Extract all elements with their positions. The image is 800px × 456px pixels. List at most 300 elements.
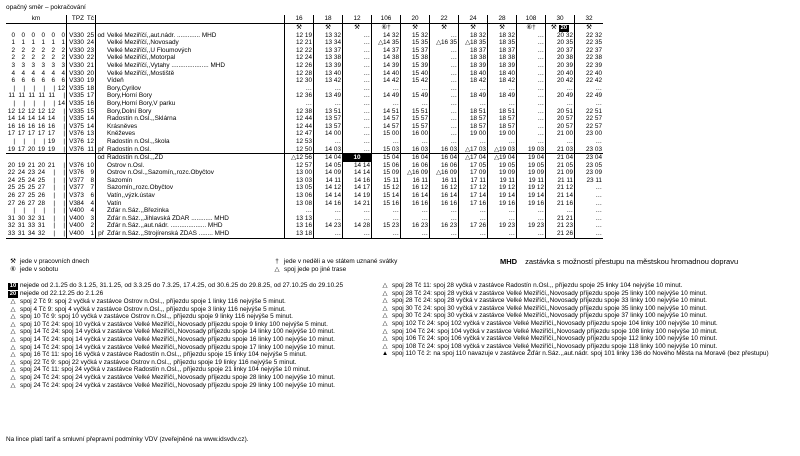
departure-time: 13 51 bbox=[314, 108, 343, 116]
trip-number: 106 bbox=[372, 15, 401, 23]
arr-dep-mark bbox=[96, 162, 107, 170]
km-value: 31 bbox=[37, 222, 45, 230]
arr-dep-mark: od bbox=[97, 154, 105, 162]
note-symbol bbox=[378, 290, 392, 298]
note-item bbox=[6, 282, 396, 290]
departure-time: … bbox=[517, 138, 546, 146]
tc-number: 14 bbox=[86, 115, 94, 123]
km-value: 33 bbox=[7, 230, 15, 238]
trip-number: 18 bbox=[314, 15, 343, 23]
km-value: 14 bbox=[27, 115, 35, 123]
km-value bbox=[16, 154, 26, 162]
departure-time: … bbox=[575, 184, 604, 192]
trip-number: 12 bbox=[343, 15, 372, 23]
note-text: spoj 24 Tč 24: spoj 24 vyčká v zastávce Velké Meziříčí,,Novosady příjezdu spoje 29 linky 100 nejvýše 10 minut. bbox=[20, 381, 335, 389]
departure-time: 15 09 bbox=[372, 169, 401, 177]
note-text: spoj 2 Tč 9: spoj 2 vyčká v zastávce Ostrov n.Osl.,, příjezdu spoje 1 linky 116 nejvýše 5 minut. bbox=[20, 298, 286, 305]
departure-time: 14 16 bbox=[314, 200, 343, 208]
table-row bbox=[6, 146, 603, 154]
departure-time: 22 42 bbox=[575, 77, 604, 85]
km-value: 31 bbox=[17, 222, 25, 230]
tpz-zone: V330 bbox=[67, 32, 86, 40]
departure-time: 22 51 bbox=[575, 108, 604, 116]
km-value: 2 bbox=[11, 46, 15, 54]
km-value: 14 bbox=[47, 115, 55, 123]
departure-time: 23 05 bbox=[575, 162, 604, 170]
arr-dep-mark bbox=[96, 108, 107, 116]
station-name: Velké Meziříčí,,Vytahy ..................... MHD bbox=[106, 62, 285, 70]
note-symbol-text: △ bbox=[10, 335, 16, 343]
km-value: 34 bbox=[27, 230, 35, 238]
departure-time: 18 40 bbox=[459, 70, 488, 78]
note-item bbox=[378, 350, 796, 358]
km-value: 12 bbox=[37, 107, 45, 115]
km-value: | bbox=[63, 161, 65, 169]
departure-time: 19 23 bbox=[517, 222, 546, 230]
notes-right bbox=[378, 282, 796, 358]
arr-dep-mark bbox=[96, 115, 107, 123]
departure-time: 18 37 bbox=[459, 47, 488, 55]
departure-time: 14 42 bbox=[372, 77, 401, 85]
departure-time: 16 06 bbox=[430, 162, 459, 170]
km-header: km bbox=[6, 15, 67, 23]
km-value: 2 bbox=[51, 46, 55, 54]
km-value: | bbox=[63, 115, 65, 123]
departure-time: 12 21 bbox=[285, 39, 314, 47]
departure-time: 12 57 bbox=[285, 162, 314, 170]
km-value: 2 bbox=[21, 54, 25, 62]
station-name: Vatín,,výzk.ústav bbox=[106, 192, 285, 200]
station-name: Bory,Horní Bory bbox=[106, 92, 285, 100]
departure-time: 19 16 bbox=[488, 200, 517, 208]
departure-time: 14 23 bbox=[314, 222, 343, 230]
note-item bbox=[6, 306, 396, 314]
departure-time: 22 37 bbox=[575, 47, 604, 55]
trip-icon bbox=[401, 23, 430, 32]
legend-weekdays: ⚒ jede v pracovních dnech bbox=[10, 258, 90, 265]
km-value: 26 bbox=[17, 199, 25, 207]
departure-time: … bbox=[546, 100, 575, 108]
note-item bbox=[6, 328, 396, 336]
trip-number: 20 bbox=[401, 15, 430, 23]
note-item bbox=[6, 359, 396, 367]
trip-icon bbox=[343, 23, 372, 32]
departure-time: 18 38 bbox=[488, 54, 517, 62]
departure-time: △17 04 bbox=[459, 154, 488, 162]
departure-time: 13 00 bbox=[285, 169, 314, 177]
km-value: 4 bbox=[31, 69, 35, 77]
km-value: 27 bbox=[37, 184, 45, 192]
departure-time: 19 09 bbox=[488, 169, 517, 177]
departure-time: … bbox=[430, 138, 459, 146]
departure-time: … bbox=[517, 108, 546, 116]
departure-time: 21 14 bbox=[546, 192, 575, 200]
note-text: spoj 14 Tč 24: spoj 14 vyčká v zastávce Velké Meziříčí,,Novosady příjezdu spoje 14 linky 100 nejvýše 10 minut. bbox=[20, 328, 335, 336]
departure-time: 18 35 bbox=[488, 39, 517, 47]
departure-time: … bbox=[343, 77, 372, 85]
km-value: 11 bbox=[8, 92, 15, 100]
note-symbol-text: △ bbox=[382, 327, 388, 335]
table-row bbox=[6, 162, 603, 170]
km-value: 4 bbox=[11, 69, 15, 77]
note-symbol bbox=[6, 336, 20, 344]
km-value: 11 bbox=[38, 92, 45, 100]
km-value: 28 bbox=[37, 199, 45, 207]
departure-time: 13 57 bbox=[314, 123, 343, 131]
km-value: 16 bbox=[7, 122, 15, 130]
km-value: 17 bbox=[47, 130, 55, 138]
table-row bbox=[6, 54, 603, 62]
km-value: 17 bbox=[17, 130, 25, 138]
tc-number: 6 bbox=[85, 192, 96, 200]
arr-dep-mark bbox=[96, 169, 107, 177]
note-symbol bbox=[378, 343, 392, 351]
direction-note: opačný směr – pokračování bbox=[6, 4, 86, 11]
departure-time: … bbox=[575, 230, 604, 238]
departure-time: 18 51 bbox=[459, 108, 488, 116]
blank bbox=[67, 23, 86, 32]
departure-time: 17 11 bbox=[459, 177, 488, 185]
note-text: spoj 24 Tč 24: spoj 24 vyčká v zastávce Velké Meziříčí,,Novosady příjezdu spoje 28 linky 100 nejvýše 10 minut. bbox=[20, 373, 335, 381]
table-row bbox=[6, 108, 603, 116]
departure-time: 19 05 bbox=[517, 162, 546, 170]
note-symbol-text: △ bbox=[382, 335, 388, 343]
departure-time: 14 51 bbox=[372, 108, 401, 116]
note-text: spoj 16 Tč 11: spoj 16 vyčká v zastávce Radostín n.Osl.,, příjezdu spoje 15 linky 104 nejvýše 5 minut. bbox=[20, 351, 307, 359]
trip-icon bbox=[575, 23, 604, 32]
departure-time: 23 00 bbox=[575, 130, 604, 138]
departure-time: △16 35 bbox=[430, 39, 459, 47]
note-symbol-text: △ bbox=[382, 282, 388, 289]
station-name: Radostín n.Osl.,,škola bbox=[106, 138, 285, 146]
departure-time: 20 32 bbox=[546, 32, 575, 40]
km-value: | bbox=[53, 214, 55, 222]
tc-number: 22 bbox=[86, 54, 94, 62]
departure-time: 21 04 bbox=[546, 154, 575, 162]
departure-time: 18 32 bbox=[488, 32, 517, 40]
km-value: | bbox=[43, 207, 45, 215]
tpz-zone: V384 bbox=[67, 200, 86, 208]
note-symbol-text: △ bbox=[10, 373, 16, 381]
departure-time: … bbox=[285, 85, 314, 93]
km-value: 24 bbox=[37, 169, 45, 177]
note-item bbox=[6, 313, 396, 321]
km-value: 25 bbox=[37, 176, 45, 184]
departure-time: 20 38 bbox=[546, 54, 575, 62]
departure-time: 12 22 bbox=[285, 47, 314, 55]
station-name: Žďár n.Sáz.,,Strojírenská ŽĎAS ........ MHD bbox=[106, 230, 285, 238]
departure-time: … bbox=[430, 130, 459, 138]
km-value: 32 bbox=[27, 214, 35, 222]
km-value: 16 bbox=[37, 122, 45, 130]
departure-time: 16 12 bbox=[430, 184, 459, 192]
departure-time: 13 13 bbox=[285, 215, 314, 223]
station-name: Bory,Cyrilov bbox=[106, 85, 285, 93]
km-value: 2 bbox=[61, 54, 65, 62]
departure-time: 21 00 bbox=[546, 130, 575, 138]
km-value: | bbox=[53, 192, 55, 200]
departure-time: … bbox=[430, 230, 459, 238]
departure-time: 13 32 bbox=[314, 32, 343, 40]
departure-time: 14 05 bbox=[314, 162, 343, 170]
departure-time: … bbox=[430, 85, 459, 93]
departure-time: 13 34 bbox=[314, 39, 343, 47]
departure-time: 15 38 bbox=[401, 54, 430, 62]
departure-time: 21 09 bbox=[546, 169, 575, 177]
km-value: 2 bbox=[61, 46, 65, 54]
km-value bbox=[36, 154, 46, 162]
departure-time: 14 11 bbox=[314, 177, 343, 185]
departure-time: 18 39 bbox=[488, 62, 517, 70]
km-value: | bbox=[63, 230, 65, 238]
departure-time: 14 39 bbox=[372, 62, 401, 70]
departure-time: 12 47 bbox=[285, 130, 314, 138]
departure-time: … bbox=[517, 47, 546, 55]
tc-number: 23 bbox=[86, 46, 94, 54]
departure-time: 18 37 bbox=[488, 47, 517, 55]
note-item bbox=[6, 336, 396, 344]
station-name: Žďár n.Sáz.,,Březinka bbox=[106, 207, 285, 215]
departure-time: … bbox=[314, 207, 343, 215]
note-text: spoj 106 Tč 24: spoj 106 vyčká v zastávce Velké Meziříčí,,Novosady příjezdu spoje 112 linky 100 nejvýše 10 minut. bbox=[392, 335, 718, 343]
km-value: 3 bbox=[61, 61, 65, 69]
note-text: nejede od 22.12.25 do 2.1.26 bbox=[20, 290, 104, 297]
km-value: 12 bbox=[27, 107, 35, 115]
km-value: | bbox=[53, 184, 55, 192]
km-value: 25 bbox=[27, 184, 35, 192]
departure-time: 19 04 bbox=[517, 154, 546, 162]
departure-time: … bbox=[459, 85, 488, 93]
blank bbox=[85, 23, 96, 32]
km-value: | bbox=[33, 84, 35, 92]
departure-time: 10 bbox=[343, 154, 372, 162]
km-value: | bbox=[13, 137, 15, 145]
departure-time: … bbox=[343, 62, 372, 70]
note-symbol bbox=[378, 305, 392, 313]
tpz-zone: V377 bbox=[67, 177, 86, 185]
departure-time: 12 50 bbox=[285, 146, 314, 154]
station-name: Ostrov n.Osl.,,Sazomín,,rozc.Obyčtov bbox=[106, 169, 285, 177]
departure-time: 19 12 bbox=[488, 184, 517, 192]
trip-icon bbox=[314, 23, 343, 32]
departure-time: … bbox=[430, 207, 459, 215]
km-value: 24 bbox=[7, 176, 15, 184]
departure-time: … bbox=[517, 54, 546, 62]
legend-other-route: △ spoj jede po jiné trase bbox=[274, 266, 347, 273]
departure-time: △14 35 bbox=[372, 39, 401, 47]
km-value: 17 bbox=[27, 130, 35, 138]
trip-number: 32 bbox=[575, 15, 604, 23]
departure-time: … bbox=[314, 215, 343, 223]
note-item bbox=[378, 328, 796, 336]
departure-time: 14 49 bbox=[372, 92, 401, 100]
table-row bbox=[6, 123, 603, 131]
table-row bbox=[6, 222, 603, 230]
departure-time: … bbox=[343, 123, 372, 131]
note-symbol-text: △ bbox=[10, 381, 16, 389]
km-value: 27 bbox=[27, 199, 35, 207]
km-value: | bbox=[63, 169, 65, 177]
timetable bbox=[6, 15, 603, 239]
arr-dep-mark bbox=[96, 85, 107, 93]
table-row bbox=[6, 184, 603, 192]
table-row bbox=[6, 130, 603, 138]
departure-time: 13 39 bbox=[314, 62, 343, 70]
tpz-zone: V400 bbox=[67, 230, 86, 238]
departure-time: 14 28 bbox=[343, 222, 372, 230]
departure-time: △17 03 bbox=[459, 146, 488, 154]
km-value: | bbox=[53, 84, 55, 92]
table-row bbox=[6, 207, 603, 215]
table-row bbox=[6, 92, 603, 100]
departure-time: 14 14 bbox=[343, 162, 372, 170]
km-value: | bbox=[63, 145, 65, 153]
note-text: spoj 28 Tč 11: spoj 28 vyčká v zastávce Radostín n.Osl.,, příjezdu spoje 25 linky 104 nejvýše 10 minut. bbox=[392, 282, 683, 289]
note-symbol-text: △ bbox=[10, 366, 16, 374]
note-item bbox=[6, 321, 396, 329]
km-value: 25 bbox=[7, 184, 15, 192]
note-symbol bbox=[6, 344, 20, 352]
km-value: 19 bbox=[37, 145, 45, 153]
departure-time: 19 09 bbox=[517, 169, 546, 177]
departure-time: … bbox=[575, 138, 604, 146]
note-item bbox=[378, 282, 796, 290]
note-text: nejede od 2.1.25 do 3.1.25, 31.1.25, od 3.3.25 do 7.3.25, 17.4.25, od 30.6.25 do 29.8.25, od 27.10.25 do 29.10.25 bbox=[20, 282, 344, 289]
departure-time: 22 38 bbox=[575, 54, 604, 62]
km-value: 6 bbox=[31, 77, 35, 85]
tc-number bbox=[85, 154, 96, 162]
note-symbol-text: △ bbox=[382, 297, 388, 305]
km-value: 21 bbox=[27, 161, 35, 169]
tc-number: 4 bbox=[85, 207, 96, 215]
station-name: Bory,Horní Bory,V parku bbox=[106, 100, 285, 108]
departure-time: 13 16 bbox=[285, 222, 314, 230]
departure-time: … bbox=[517, 77, 546, 85]
tc-number: 1 bbox=[85, 230, 96, 238]
tc-number: 12 bbox=[86, 137, 94, 145]
note-symbol bbox=[6, 306, 20, 314]
station-name: Ostrov n.Osl. bbox=[106, 162, 285, 170]
departure-time: 14 38 bbox=[372, 54, 401, 62]
km-value: 31 bbox=[37, 214, 45, 222]
departure-time: 20 39 bbox=[546, 62, 575, 70]
km-value: 6 bbox=[61, 77, 65, 85]
departure-time: … bbox=[575, 215, 604, 223]
km-value: 3 bbox=[21, 61, 25, 69]
departure-time: 13 08 bbox=[285, 200, 314, 208]
km-value: | bbox=[63, 122, 65, 130]
departure-time: … bbox=[401, 100, 430, 108]
departure-time: 20 40 bbox=[546, 70, 575, 78]
table-row bbox=[6, 169, 603, 177]
note-symbol-text: △ bbox=[10, 343, 16, 351]
departure-time: 15 14 bbox=[372, 192, 401, 200]
note-symbol-text: △ bbox=[382, 289, 388, 297]
departure-time: 12 38 bbox=[285, 108, 314, 116]
departure-time: … bbox=[343, 130, 372, 138]
departure-time: … bbox=[430, 62, 459, 70]
note-item bbox=[6, 298, 396, 306]
trip-icon bbox=[459, 23, 488, 32]
table-row bbox=[6, 230, 603, 238]
tpz-zone: V335 bbox=[67, 100, 86, 108]
arr-dep-mark: př bbox=[98, 145, 104, 153]
departure-time: 13 57 bbox=[314, 115, 343, 123]
departure-time: … bbox=[372, 230, 401, 238]
departure-time: … bbox=[517, 115, 546, 123]
departure-time: … bbox=[343, 207, 372, 215]
departure-time: 16 03 bbox=[401, 146, 430, 154]
table-row bbox=[6, 154, 603, 162]
km-value: 0 bbox=[21, 31, 25, 39]
departure-time: … bbox=[546, 85, 575, 93]
km-value: | bbox=[43, 137, 45, 145]
service-day-icon: ⚒ bbox=[412, 23, 418, 31]
departure-time: … bbox=[575, 207, 604, 215]
departure-time: … bbox=[343, 54, 372, 62]
table-row bbox=[6, 200, 603, 208]
departure-time: … bbox=[430, 100, 459, 108]
station-name: Radostín n.Osl.,,Sklárna bbox=[106, 115, 285, 123]
departure-time: … bbox=[459, 138, 488, 146]
note-text: spoj 110 Tč 2: na spoj 110 navazuje v zastávce Žďár n.Sáz.,,aut.nádr. spoj 101 linky 136 do Nového Města na Moravě (bez přestupu) bbox=[392, 350, 769, 358]
station-header bbox=[106, 15, 285, 23]
station-name: Velké Meziříčí,,Novosady bbox=[106, 39, 285, 47]
departure-time: 20 57 bbox=[546, 115, 575, 123]
departure-time: 23 11 bbox=[575, 177, 604, 185]
departure-time: 16 12 bbox=[401, 184, 430, 192]
tpz-zone: V400 bbox=[67, 222, 86, 230]
departure-time: 15 16 bbox=[372, 200, 401, 208]
station-name: Sazomín bbox=[106, 177, 285, 185]
tc-number: 10 bbox=[86, 161, 94, 169]
station-name: Vídeň bbox=[106, 77, 285, 85]
departure-time: … bbox=[517, 32, 546, 40]
note-symbol-text: △ bbox=[382, 319, 388, 327]
departure-time: 16 04 bbox=[401, 154, 430, 162]
departure-time: … bbox=[517, 92, 546, 100]
tpz-zone: V377 bbox=[67, 184, 86, 192]
departure-time: … bbox=[401, 207, 430, 215]
trip-number: 16 bbox=[285, 15, 314, 23]
departure-time: 19 11 bbox=[517, 177, 546, 185]
departure-time: 16 14 bbox=[430, 192, 459, 200]
departure-time: … bbox=[430, 108, 459, 116]
arr-dep-mark bbox=[96, 215, 107, 223]
departure-time: 18 49 bbox=[459, 92, 488, 100]
tpz-zone: V335 bbox=[67, 92, 86, 100]
km-value: 1 bbox=[51, 39, 55, 47]
departure-time: … bbox=[343, 85, 372, 93]
km-value: 17 bbox=[7, 130, 15, 138]
departure-time: … bbox=[343, 138, 372, 146]
arr-dep-mark: př bbox=[98, 230, 104, 238]
tpz-zone: V330 bbox=[67, 39, 86, 47]
departure-time: 16 16 bbox=[430, 200, 459, 208]
departure-time: 12 28 bbox=[285, 70, 314, 78]
km-value: 25 bbox=[17, 184, 25, 192]
departure-time: 19 11 bbox=[488, 177, 517, 185]
departure-time: … bbox=[430, 92, 459, 100]
note-symbol bbox=[6, 366, 20, 374]
km-value: 19 bbox=[47, 145, 55, 153]
departure-time: … bbox=[430, 47, 459, 55]
arr-dep-mark bbox=[96, 123, 107, 131]
departure-time: 15 03 bbox=[372, 146, 401, 154]
km-value: 2 bbox=[51, 54, 55, 62]
departure-time: 14 32 bbox=[372, 32, 401, 40]
station-name: Velké Meziříčí,,aut.nádr. ............. MHD bbox=[106, 32, 285, 40]
